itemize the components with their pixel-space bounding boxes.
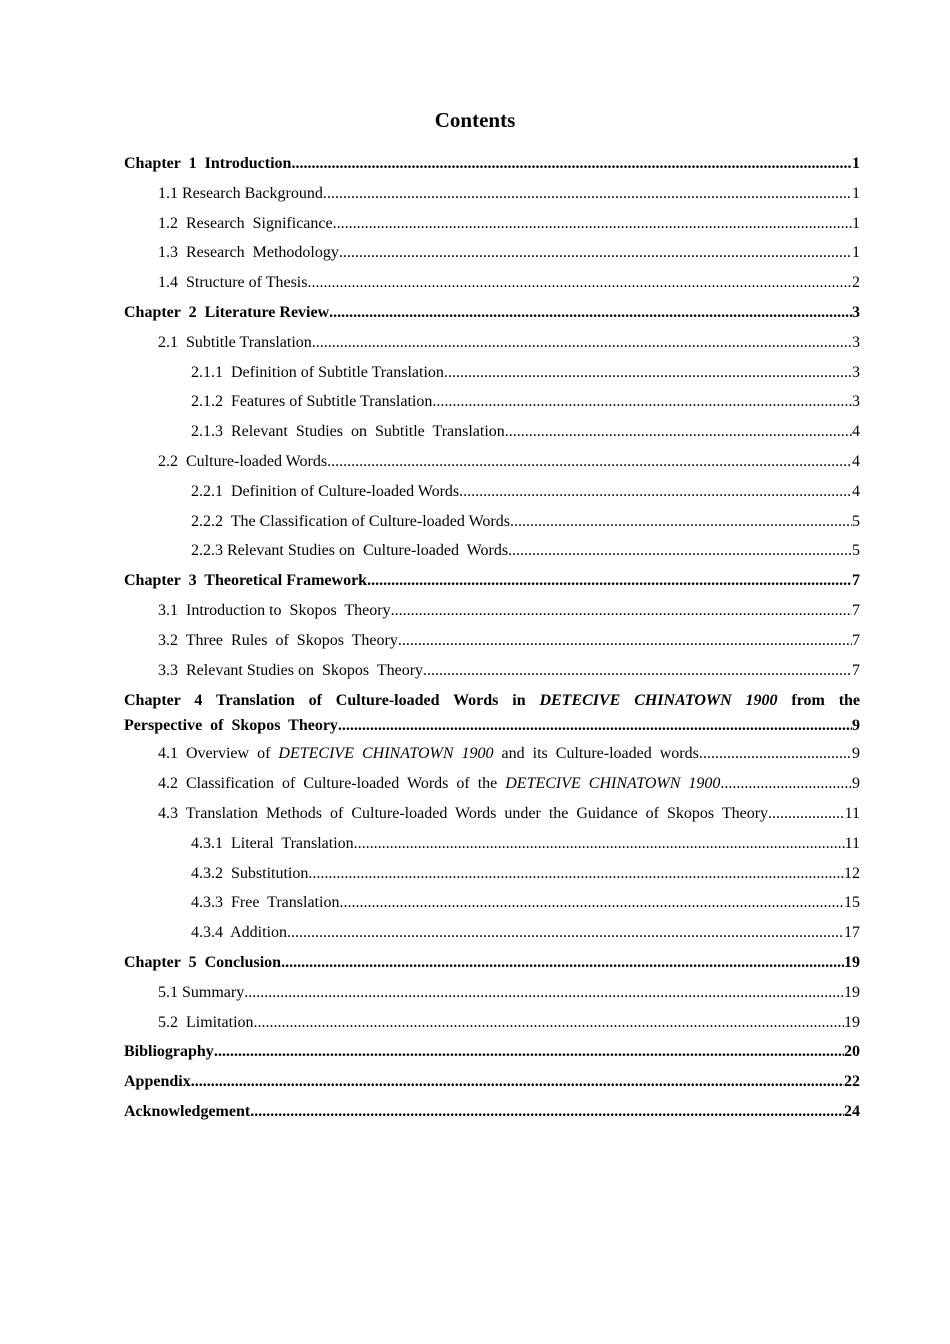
toc-entry-label-post: from the xyxy=(777,692,861,710)
dot-leader xyxy=(699,739,852,769)
dot-leader xyxy=(720,769,852,799)
dot-leader xyxy=(339,888,844,918)
toc-entry-label: 1.4 Structure of Thesis xyxy=(158,274,308,292)
toc-page-number: 5 xyxy=(852,542,860,560)
dot-leader xyxy=(281,948,844,978)
toc-entry-label: 2.2 Culture-loaded Words xyxy=(158,452,328,470)
dot-leader xyxy=(510,507,852,537)
toc-entry-label: 5.1 Summary xyxy=(158,983,245,1001)
dot-leader xyxy=(367,566,852,596)
toc-page-number: 19 xyxy=(844,1013,860,1031)
dot-leader xyxy=(432,387,852,417)
toc-entry-label-post: and its Culture-loaded words xyxy=(493,745,699,763)
dot-leader xyxy=(423,656,852,686)
toc-page-number: 1 xyxy=(852,244,860,262)
toc-page-number: 24 xyxy=(844,1102,860,1120)
dot-leader xyxy=(339,238,852,268)
toc-entry-4-3-4[interactable] xyxy=(124,918,860,948)
toc-entry-2-1-2[interactable] xyxy=(124,387,860,417)
dot-leader xyxy=(508,536,852,566)
toc-page-number: 4 xyxy=(852,423,860,441)
toc-entry-chapter-4[interactable] xyxy=(124,685,860,739)
toc-page-number: 19 xyxy=(844,983,860,1001)
toc-page-number: 11 xyxy=(844,834,860,852)
toc-entry-label: 2.1.3 Relevant Studies on Subtitle Translation xyxy=(191,423,505,441)
toc-page-number: 7 xyxy=(852,661,860,679)
toc-entry-label-line-1 xyxy=(124,688,860,713)
toc-entry-label: Chapter 2 Literature Review xyxy=(124,303,330,321)
dot-leader xyxy=(323,179,852,209)
toc-entry-label: 2.2.3 Relevant Studies on Culture-loaded Words xyxy=(191,542,509,560)
toc-entry-chapter-3[interactable] xyxy=(124,566,860,596)
toc-entry-label: 4.3.1 Literal Translation xyxy=(191,834,354,852)
toc-entry-label: 5.2 Limitation xyxy=(158,1013,254,1031)
dot-leader xyxy=(327,447,852,477)
dot-leader xyxy=(307,268,852,298)
toc-entry-label: 4.3 Translation Methods of Culture-loaded Words under the Guidance of Skopos Theory xyxy=(158,804,769,822)
toc-entry-label: Acknowledgement xyxy=(124,1102,251,1120)
toc-entry-4-3[interactable] xyxy=(124,799,860,829)
toc-entry-label: Chapter 1 Introduction xyxy=(124,155,292,172)
toc-entry-4-3-3[interactable] xyxy=(124,888,860,918)
toc-entry-chapter-5[interactable] xyxy=(124,948,860,978)
film-title: DETECIVE CHINATOWN 1900 xyxy=(278,745,494,763)
dot-leader xyxy=(291,149,852,179)
toc-entry-label: 3.2 Three Rules of Skopos Theory xyxy=(158,631,398,649)
toc-entry-4-3-2[interactable] xyxy=(124,859,860,889)
toc-page-number: 1 xyxy=(852,214,860,232)
toc-page-number: 17 xyxy=(844,924,860,942)
toc-page-number: 7 xyxy=(852,572,860,590)
toc-page-number: 3 xyxy=(852,333,860,351)
toc-entry-label-line-2 xyxy=(124,713,860,738)
toc-entry-label: 4.3.2 Substitution xyxy=(191,864,309,882)
toc-entry-label-pre: 4.1 Overview of xyxy=(158,745,279,763)
toc-page-number: 4 xyxy=(852,482,860,500)
toc-entry-label: 2.1.2 Features of Subtitle Translation xyxy=(191,393,433,411)
toc-entry-1-1[interactable] xyxy=(124,179,860,209)
dot-leader xyxy=(398,626,852,656)
toc-entry-label: Chapter 3 Theoretical Framework xyxy=(124,572,368,590)
toc-entry-1-4[interactable] xyxy=(124,268,860,298)
toc-entry-label: 3.1 Introduction to Skopos Theory xyxy=(158,601,391,619)
toc-entry-5-1[interactable] xyxy=(124,978,860,1008)
contents-title: Contents xyxy=(434,108,516,132)
toc-entry-label xyxy=(158,739,699,769)
toc-page-number: 9 xyxy=(852,775,860,793)
dot-leader xyxy=(333,209,852,239)
toc-entry-label xyxy=(158,769,720,799)
toc-page-number: 7 xyxy=(852,601,860,619)
dot-leader xyxy=(254,1008,844,1038)
dot-leader xyxy=(214,1037,844,1067)
toc-entry-acknowledgement[interactable] xyxy=(124,1097,860,1127)
toc-entry-2-2[interactable] xyxy=(124,447,860,477)
toc-entry-label: 2.1 Subtitle Translation xyxy=(158,333,312,351)
dot-leader xyxy=(338,713,852,738)
dot-leader xyxy=(191,1067,844,1097)
toc-entry-2-1-1[interactable] xyxy=(124,358,860,388)
toc-entry-label: 2.1.1 Definition of Subtitle Translation xyxy=(191,363,444,381)
toc-entry-4-2[interactable] xyxy=(124,769,860,799)
dot-leader xyxy=(505,417,852,447)
toc-entry-2-2-1[interactable] xyxy=(124,477,860,507)
toc-entry-1-2[interactable] xyxy=(124,209,860,239)
toc-entry-3-1[interactable] xyxy=(124,596,860,626)
toc-entry-label: Chapter 5 Conclusion xyxy=(124,953,282,971)
toc-entry-3-2[interactable] xyxy=(124,626,860,656)
dot-leader xyxy=(768,799,845,829)
toc-page-number: 20 xyxy=(844,1043,860,1061)
toc-entry-label-pre: 4.2 Classification of Culture-loaded Words of the xyxy=(158,775,506,793)
toc-entry-label: 1.2 Research Significance xyxy=(158,214,333,232)
toc-entry-3-3[interactable] xyxy=(124,656,860,686)
toc-page-number: 9 xyxy=(852,717,860,735)
toc-page-number: 1 xyxy=(852,184,860,202)
toc-page-number: 22 xyxy=(844,1073,860,1091)
dot-leader xyxy=(391,596,852,626)
film-title: DETECIVE CHINATOWN 1900 xyxy=(539,692,778,710)
toc-page-number: 3 xyxy=(852,303,860,321)
toc-page-number: 1 xyxy=(852,155,860,172)
toc-entry-label: Appendix xyxy=(124,1073,191,1091)
toc-page-number: 15 xyxy=(844,894,860,912)
dot-leader xyxy=(354,829,845,859)
dot-leader xyxy=(312,328,852,358)
toc-entry-label: 1.3 Research Methodology xyxy=(158,244,339,262)
dot-leader xyxy=(250,1097,844,1127)
toc-entry-4-3-1[interactable] xyxy=(124,829,860,859)
toc-entry-2-1-3[interactable] xyxy=(124,417,860,447)
toc-page-number: 3 xyxy=(852,363,860,381)
toc-entry-2-2-3[interactable] xyxy=(124,536,860,566)
toc-entry-label: 1.1 Research Background xyxy=(158,184,323,202)
toc-entry-bibliography[interactable] xyxy=(124,1037,860,1067)
toc-entry-label: 2.2.2 The Classification of Culture-loaded Words xyxy=(191,512,510,530)
toc-entry-label: 4.3.3 Free Translation xyxy=(191,894,340,912)
toc-page-number: 4 xyxy=(852,452,860,470)
toc-entry-label: 2.2.1 Definition of Culture-loaded Words xyxy=(191,482,460,500)
toc-entry-label: 3.3 Relevant Studies on Skopos Theory xyxy=(158,661,424,679)
toc-page-number: 9 xyxy=(852,745,860,763)
toc-entry-label: 4.3.4 Addition xyxy=(191,924,288,942)
film-title: DETECIVE CHINATOWN 1900 xyxy=(505,775,721,793)
dot-leader xyxy=(287,918,844,948)
toc-entry-label: Bibliography xyxy=(124,1043,214,1061)
toc-page-number: 2 xyxy=(852,274,860,292)
toc-entry-label-pre: Chapter 4 Translation of Culture-loaded Words in xyxy=(124,692,540,710)
dot-leader xyxy=(308,859,844,889)
toc-page-number: 19 xyxy=(844,953,860,971)
toc-entry-label: Perspective of Skopos Theory xyxy=(124,717,338,735)
toc-entry-2-2-2[interactable] xyxy=(124,507,860,537)
toc-page-number: 12 xyxy=(844,864,860,882)
toc-entry-appendix[interactable] xyxy=(124,1067,860,1097)
toc-page-number: 5 xyxy=(852,512,860,530)
toc-page-number: 7 xyxy=(852,631,860,649)
toc-entry-5-2[interactable] xyxy=(124,1008,860,1038)
dot-leader xyxy=(444,358,852,388)
toc-entry-2-1[interactable] xyxy=(124,328,860,358)
toc-entry-4-1[interactable] xyxy=(124,739,860,769)
toc-page-number: 3 xyxy=(852,393,860,411)
dot-leader xyxy=(459,477,852,507)
toc-entry-1-3[interactable] xyxy=(124,238,860,268)
toc-page-number: 11 xyxy=(844,804,860,822)
toc-entry-chapter-2[interactable] xyxy=(124,298,860,328)
toc-entry-chapter-1[interactable] xyxy=(124,149,860,179)
dot-leader xyxy=(329,298,852,328)
dot-leader xyxy=(244,978,844,1008)
table-of-contents xyxy=(124,149,860,1127)
